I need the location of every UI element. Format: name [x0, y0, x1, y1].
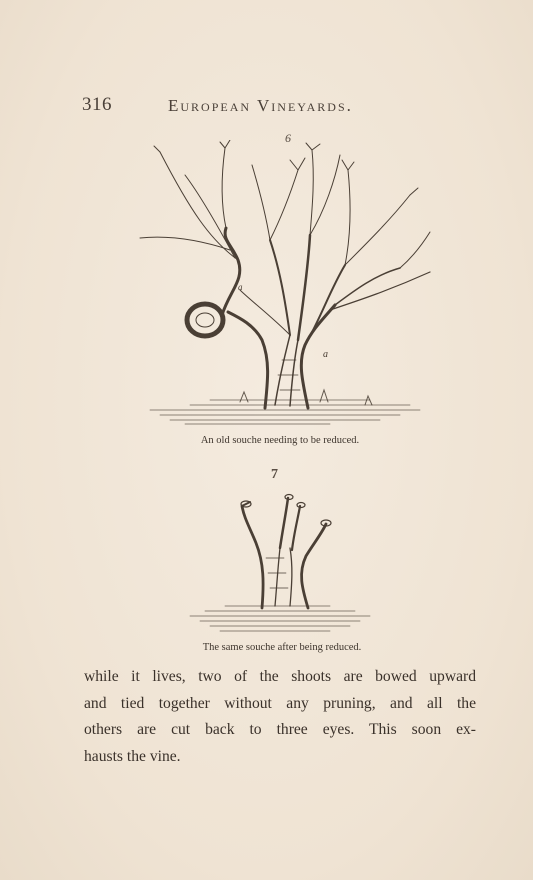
body-line: others are cut back to three eyes. This soon ex- [84, 721, 476, 738]
figure-6-label-a-right: a [323, 349, 328, 360]
figure-6-number: 6 [285, 131, 291, 145]
figure-6-caption: An old souche needing to be reduced. [200, 435, 360, 446]
page-number: 316 [82, 94, 112, 115]
body-paragraph [84, 664, 476, 770]
figure-7-number: 7 [271, 467, 278, 482]
figure-7-reduced-souche-illustration [180, 488, 380, 638]
body-line: hausts the vine. [84, 747, 181, 765]
figure-6-old-souche-illustration [130, 140, 440, 430]
figure-6-label-a-left: a [238, 282, 243, 292]
body-line: and tied together without any pruning, and all the [84, 694, 476, 712]
running-head: European Vineyards. [168, 96, 353, 115]
body-line: while it lives, two of the shoots are bowed upward [84, 668, 476, 685]
figure-7-caption: The same souche after being reduced. [202, 642, 362, 653]
